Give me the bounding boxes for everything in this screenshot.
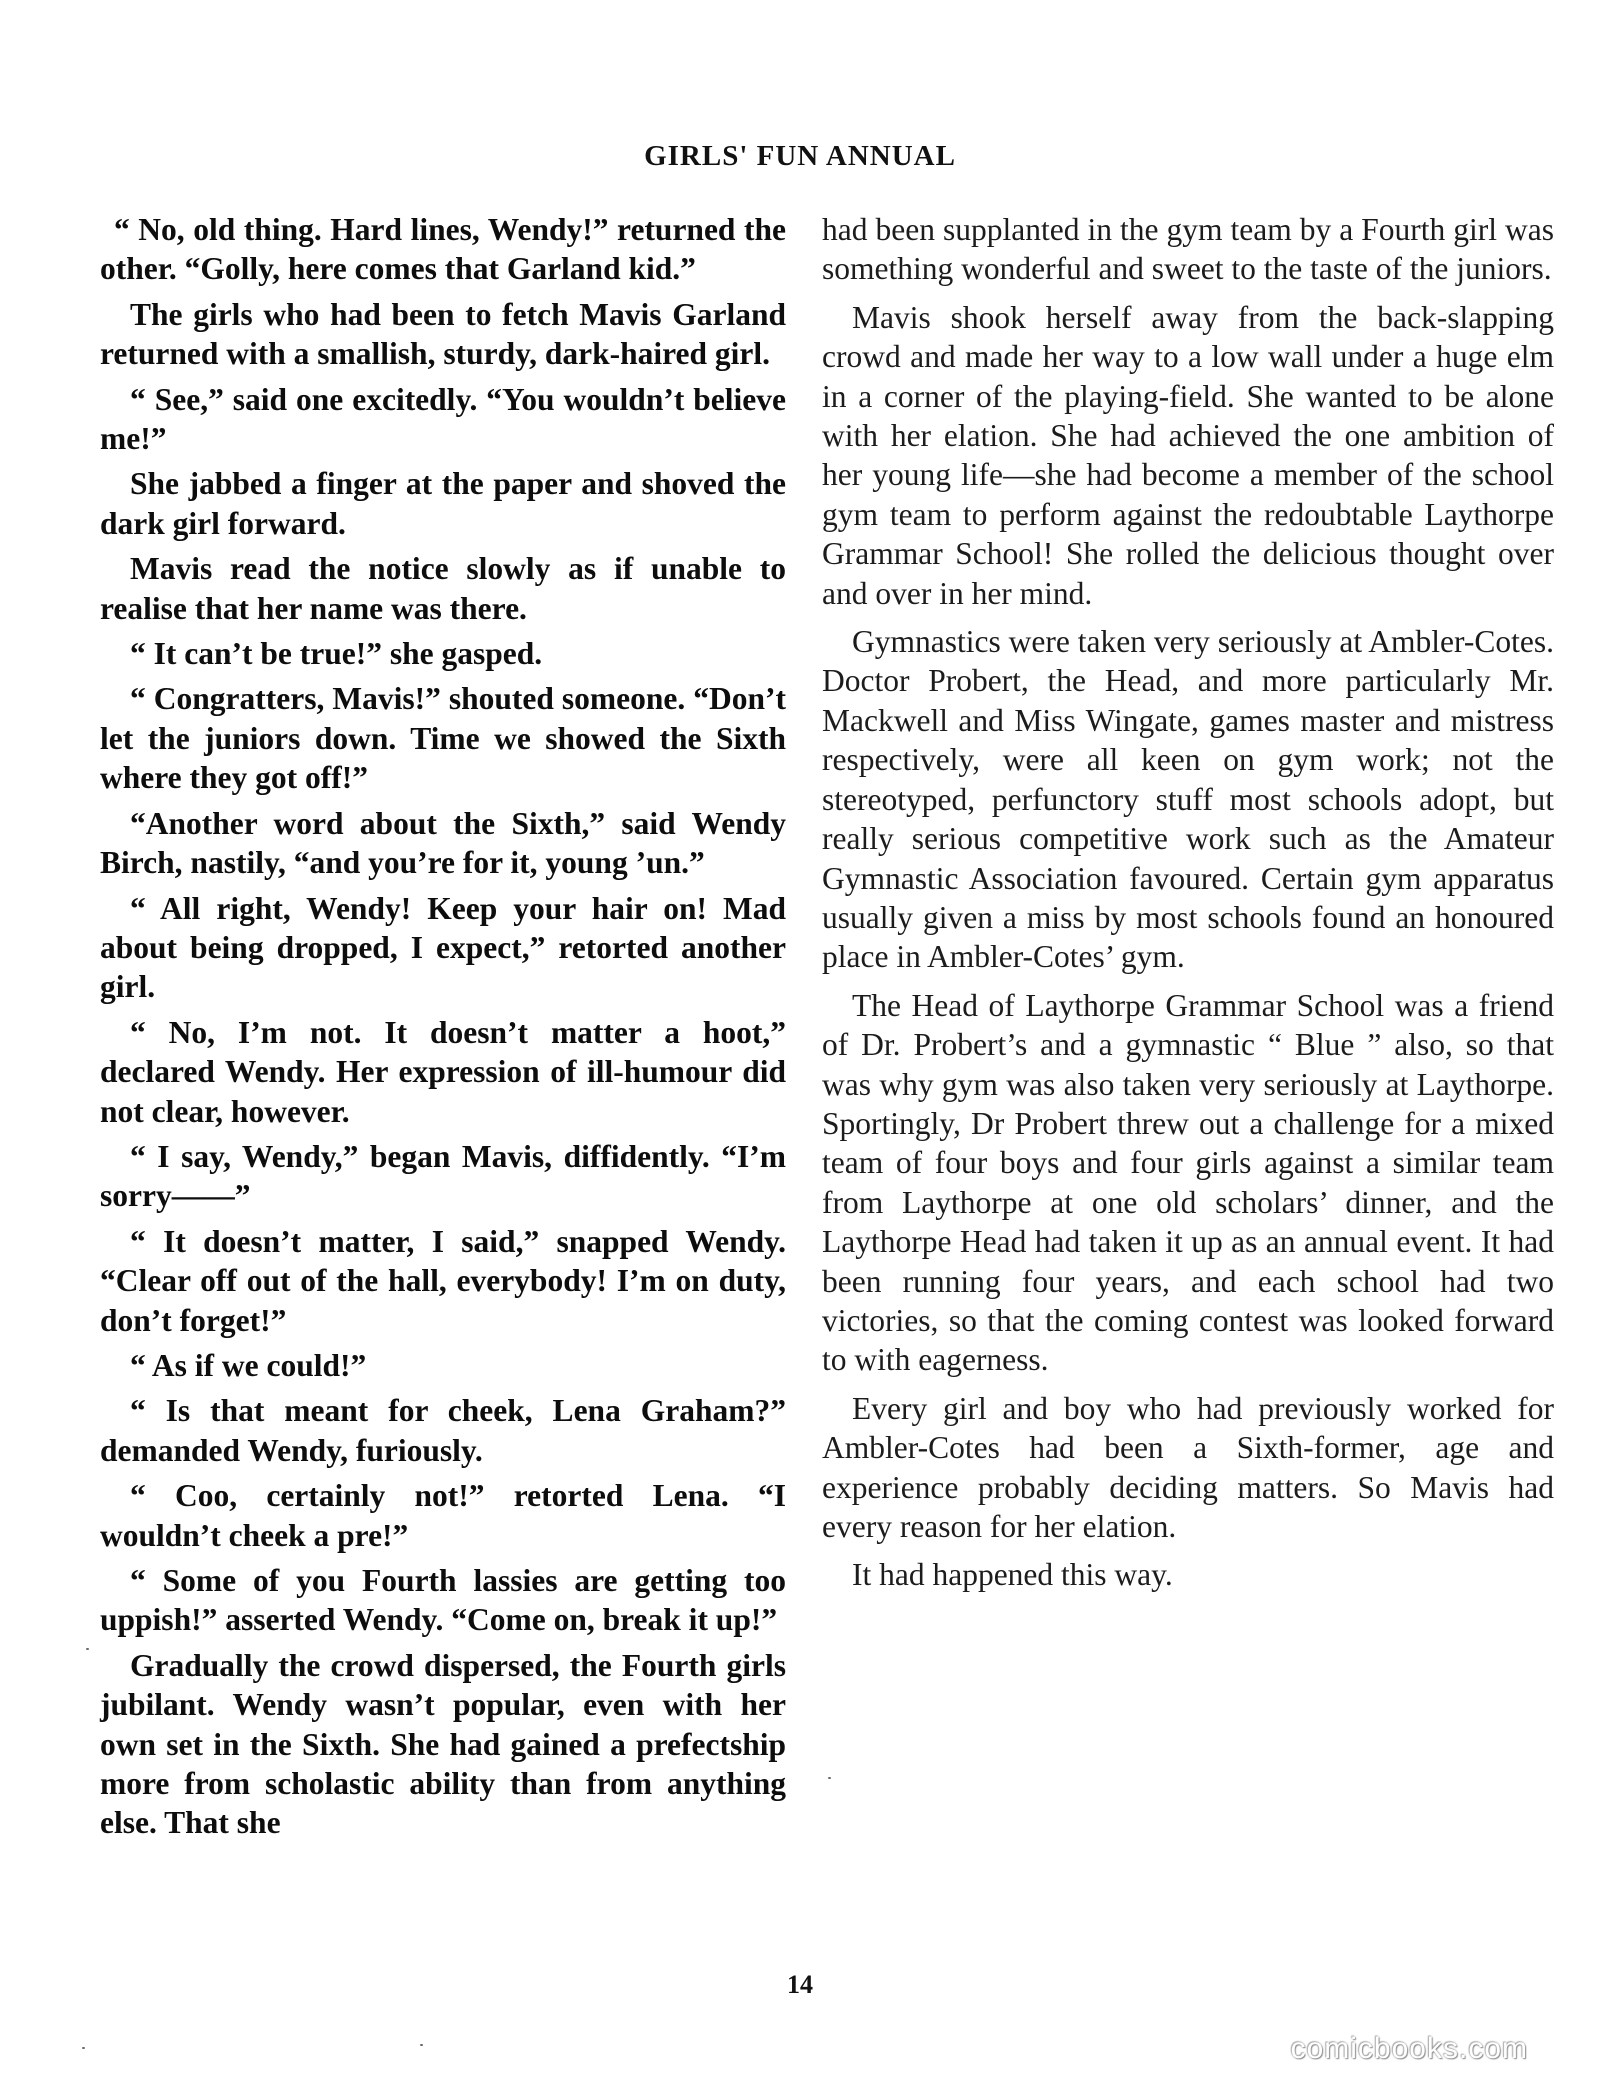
running-head: GIRLS' FUN ANNUAL <box>644 140 956 172</box>
right-paragraph-2: Mavis shook herself away from the back-slapping crowd and made her way to a low wall under a huge elm in a corner of the playing-field. She wanted to be alone with her elation. She had achieved the one ambition of her young life—she had become a member of the school gym team to perform against the redoubtable Laythorpe Grammar School! She rolled the delicious thought over and over in her mind. <box>822 299 1554 611</box>
left-paragraph-8: “Another word about the Sixth,” said Wendy Birch, nastily, “and you’re for it, young ’un.” <box>100 805 786 881</box>
right-paragraph-6: It had happened this way. <box>852 1557 1173 1593</box>
print-speck <box>86 1648 89 1650</box>
left-paragraph-1: “ No, old thing. Hard lines, Wendy!” returned the other. “Golly, here comes that Garland kid.” <box>100 212 786 287</box>
left-paragraph-16: “ Some of you Fourth lassies are getting too uppish!” asserted Wendy. “Come on, break it up!” <box>100 1563 786 1638</box>
left-paragraph-11: “ I say, Wendy,” began Mavis, diffidently. “I’m sorry——” <box>100 1138 786 1214</box>
right-paragraph-3: Gymnastics were taken very seriously at Ambler-Cotes. Doctor Probert, the Head, and more particularly Mr. Mackwell and Miss Wingate, games master and mistress respectively, were all keen on gym work; not the stereotyped, perfunctory stuff most schools adopt, but really serious competitive work such as the Amateur Gymnastic Association favoured. Certain gym apparatus usually given a miss by most schools found an honoured place in Ambler-Cotes’ gym. <box>822 624 1554 975</box>
print-speck <box>420 2044 423 2046</box>
left-paragraph-12: “ It doesn’t matter, I said,” snapped Wendy. “Clear off out of the hall, everybody! I’m on duty, don’t forget!” <box>100 1223 786 1338</box>
left-paragraph-2: The girls who had been to fetch Mavis Garland returned with a smallish, sturdy, dark-haired girl. <box>100 296 786 372</box>
right-column <box>822 210 1554 1604</box>
print-speck <box>828 1777 831 1779</box>
left-paragraph-15: “ Coo, certainly not!” retorted Lena. “I wouldn’t cheek a pre!” <box>100 1478 786 1553</box>
left-paragraph-3: “ See,” said one excitedly. “You wouldn’t believe me!” <box>100 381 786 457</box>
right-paragraph-4: The Head of Laythorpe Grammar School was a friend of Dr. Probert’s and a gymnastic “ Blue ” also, so that was why gym was also taken very seriously at Laythorpe. Sportingly, Dr Probert threw out a challenge for a mixed team of four boys and four girls against a similar team from Laythorpe at one old scholars’ dinner, and the Laythorpe Head had taken it up as an annual event. It had been running four years, and each school had two victories, so that the coming contest was looked forward to with eagerness. <box>822 987 1554 1378</box>
right-paragraph-5: Every girl and boy who had previously worked for Ambler-Cotes had been a Sixth-former, age and experience probably deciding matters. So Mavis had every reason for her elation. <box>822 1390 1554 1544</box>
print-speck <box>82 2047 85 2049</box>
left-paragraph-7: “ Congratters, Mavis!” shouted someone. “Don’t let the juniors down. Time we showed the Sixth where they got off!” <box>100 681 786 796</box>
left-paragraph-5: Mavis read the notice slowly as if unable to realise that her name was there. <box>100 551 786 626</box>
left-paragraph-14: “ Is that meant for cheek, Lena Graham?” demanded Wendy, furiously. <box>100 1393 786 1468</box>
left-paragraph-13: “ As if we could!” <box>130 1347 367 1383</box>
watermark: comicbooks.com <box>1290 2032 1528 2065</box>
left-paragraph-6: “ It can’t be true!” she gasped. <box>130 636 543 672</box>
left-paragraph-9: “ All right, Wendy! Keep your hair on! Mad about being dropped, I expect,” retorted another girl. <box>100 890 786 1005</box>
left-column <box>100 210 786 1849</box>
left-paragraph-4: She jabbed a finger at the paper and shoved the dark girl forward. <box>100 466 786 541</box>
left-paragraph-17: Gradually the crowd dispersed, the Fourth girls jubilant. Wendy wasn’t popular, even with her own set in the Sixth. She had gained a prefectship more from scholastic ability than from anything else. That she <box>100 1647 786 1841</box>
page-number: 14 <box>787 1970 813 1999</box>
right-paragraph-1: had been supplanted in the gym team by a Fourth girl was something wonderful and sweet to the taste of the juniors. <box>822 212 1554 287</box>
left-paragraph-10: “ No, I’m not. It doesn’t matter a hoot,” declared Wendy. Her expression of ill-humour did not clear, however. <box>100 1014 786 1129</box>
